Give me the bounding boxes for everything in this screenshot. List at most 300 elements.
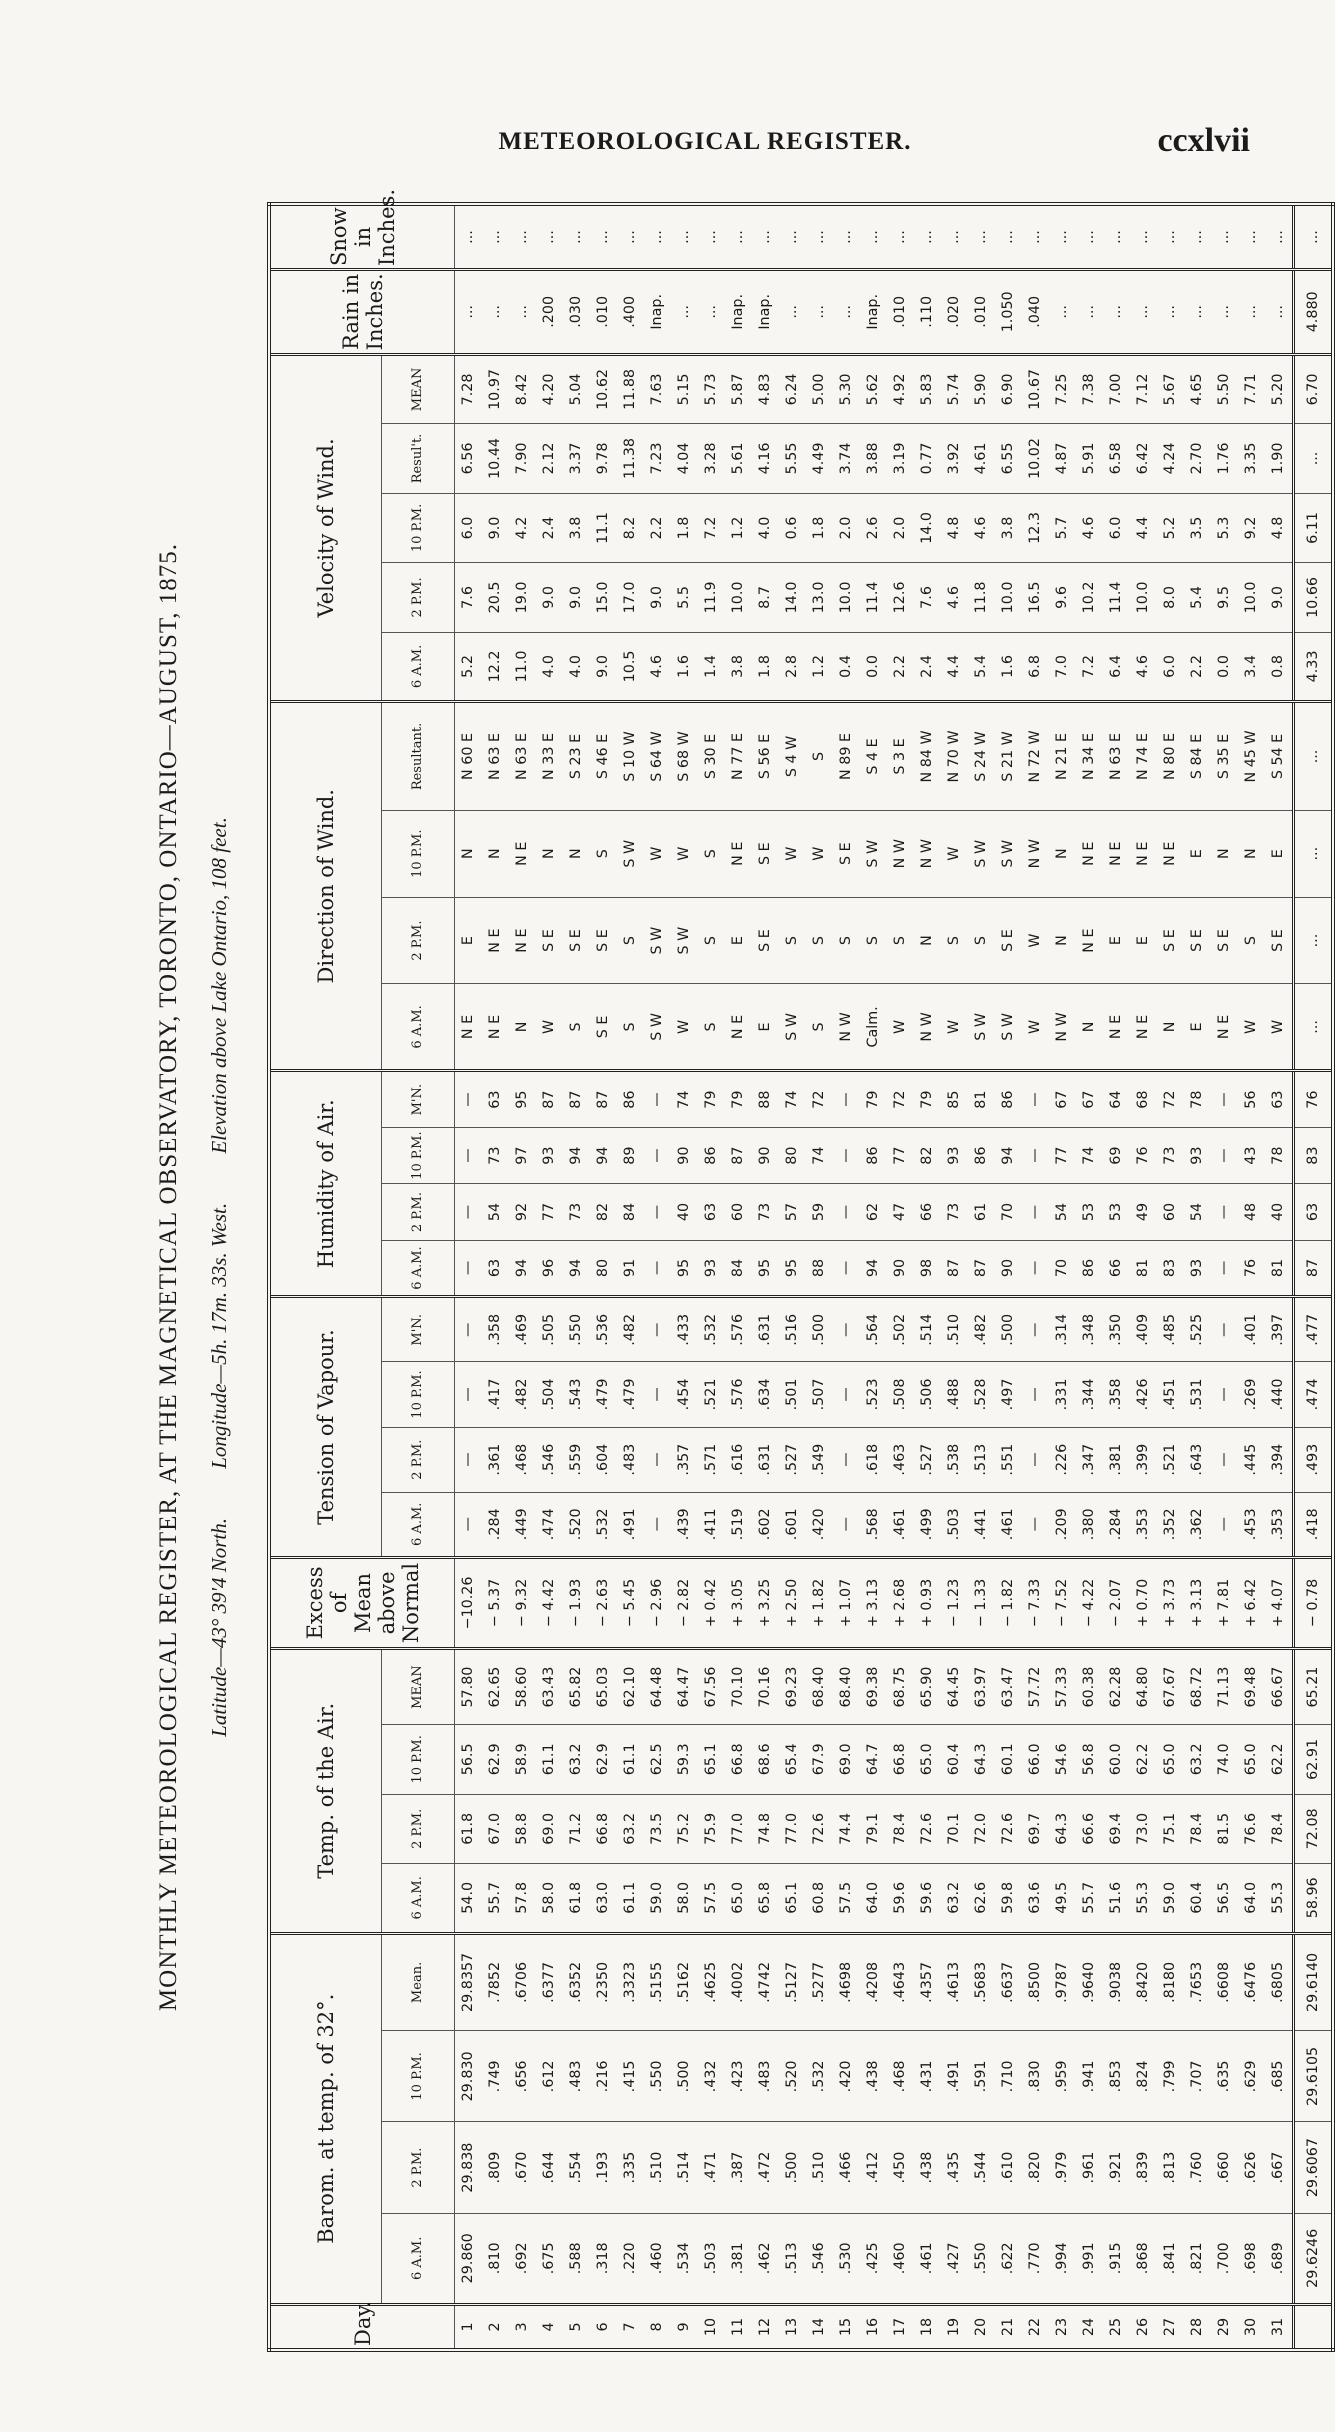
table-row (698, 204, 725, 2350)
table-cell: 7.23 (644, 424, 671, 493)
table-cell: − 7.52 (1049, 1557, 1076, 1648)
table-cell: .643 (1184, 1427, 1211, 1492)
table-cell: .629 (1238, 2031, 1265, 2122)
table-cell: S (833, 897, 860, 984)
table-cell: 69.0 (833, 1725, 860, 1794)
table-cell: N 34 E (1076, 702, 1103, 811)
table-cell: 8.7 (752, 563, 779, 632)
table-cell: 5.15 (671, 354, 698, 424)
table-cell: .4613 (941, 1933, 968, 2031)
table-cell: 64.0 (860, 1864, 887, 1933)
table-cell: N E (1076, 810, 1103, 897)
table-cell: 14.0 (779, 563, 806, 632)
table-cell: .417 (482, 1362, 509, 1427)
table-cell: S (779, 897, 806, 984)
table-cell: 1.76 (1211, 424, 1238, 493)
table-cell: .461 (995, 1492, 1022, 1557)
totals-cell: ... (1294, 204, 1334, 269)
table-cell: 9.0 (644, 563, 671, 632)
table-cell: .6352 (563, 1933, 590, 2031)
table-cell: .9640 (1076, 1933, 1103, 2031)
table-cell: 4.6 (644, 632, 671, 701)
totals-cell: 62.91 (1294, 1725, 1334, 1794)
table-cell: 14 (806, 2304, 833, 2350)
table-cell: − 2.63 (590, 1557, 617, 1648)
table-cell: N E (509, 897, 536, 984)
table-cell: 1.6 (995, 632, 1022, 701)
table-cell: 2.70 (1184, 424, 1211, 493)
table-cell: ... (1265, 204, 1294, 269)
table-cell: ... (887, 204, 914, 269)
table-cell: .449 (509, 1492, 536, 1557)
table-cell: 7.00 (1103, 354, 1130, 424)
table-cell: .462 (752, 2213, 779, 2304)
table-cell: 30 (1238, 2304, 1265, 2350)
table-cell: + 0.70 (1130, 1557, 1157, 1648)
table-cell: 6.42 (1130, 424, 1157, 493)
table-cell: .507 (806, 1362, 833, 1427)
table-cell: 59.6 (914, 1864, 941, 1933)
table-cell: 5.73 (698, 354, 725, 424)
table-cell: 59 (806, 1184, 833, 1240)
table-cell: .8420 (1130, 1933, 1157, 2031)
table-cell: S (806, 897, 833, 984)
group-header: Rain in Inches. (269, 269, 455, 354)
table-cell: — (1211, 1362, 1238, 1427)
table-cell: 65.0 (725, 1864, 752, 1933)
table-cell: 10.02 (1022, 424, 1049, 493)
table-cell: N E (509, 810, 536, 897)
table-cell: 54.0 (455, 1864, 483, 1933)
group-header: Velocity of Wind. (269, 354, 382, 702)
table-cell: .4742 (752, 1933, 779, 2031)
table-cell: N (1157, 984, 1184, 1071)
table-cell: 62.9 (590, 1725, 617, 1794)
table-cell: + 6.42 (1238, 1557, 1265, 1648)
table-cell: .010 (887, 269, 914, 354)
table-cell: 10.5 (617, 632, 644, 701)
table-cell: 2.2 (887, 632, 914, 701)
table-cell: S E (1265, 897, 1294, 984)
table-cell: S W (644, 984, 671, 1071)
table-cell: 4.6 (941, 563, 968, 632)
table-cell: .610 (995, 2122, 1022, 2213)
table-cell: .941 (1076, 2031, 1103, 2122)
totals-cell: 58.96 (1294, 1864, 1334, 1933)
table-cell: ... (698, 269, 725, 354)
table-cell: 10 (698, 2304, 725, 2350)
table-cell: 72 (1157, 1071, 1184, 1128)
table-cell: N (509, 984, 536, 1071)
table-cell: — (644, 1240, 671, 1296)
table-row (887, 204, 914, 2350)
table-row (671, 204, 698, 2350)
table-cell: 9.0 (590, 632, 617, 701)
table-cell: ... (779, 269, 806, 354)
table-cell: 7.63 (644, 354, 671, 424)
totals-cell: 6.70 (1294, 354, 1334, 424)
table-cell: 67.0 (482, 1794, 509, 1863)
table-cell: .411 (698, 1492, 725, 1557)
table-cell: 73 (563, 1184, 590, 1240)
table-cell: N E (1211, 984, 1238, 1071)
table-cell: 66 (1103, 1240, 1130, 1296)
table-cell: .554 (563, 2122, 590, 2213)
table-cell: .824 (1130, 2031, 1157, 2122)
table-cell: 89 (617, 1127, 644, 1183)
table-cell: 76 (1238, 1240, 1265, 1296)
table-cell: .506 (914, 1362, 941, 1427)
table-cell: .660 (1211, 2122, 1238, 2213)
table-cell: 98 (914, 1240, 941, 1296)
table-cell: .501 (779, 1362, 806, 1427)
table-cell: 1.2 (806, 632, 833, 701)
table-cell: + 3.05 (725, 1557, 752, 1648)
table-row (1022, 204, 1049, 2350)
table-cell: W (1022, 897, 1049, 984)
table-cell: 78 (1265, 1127, 1294, 1183)
table-cell: — (1022, 1240, 1049, 1296)
table-cell: 28 (1184, 2304, 1211, 2350)
table-cell: .482 (509, 1362, 536, 1427)
table-cell: ... (698, 204, 725, 269)
column-header: Resul't. (382, 424, 455, 493)
table-cell: E (1103, 897, 1130, 984)
table-cell: — (1211, 1492, 1238, 1557)
table-cell: 26 (1130, 2304, 1157, 2350)
table-cell: 11.4 (860, 563, 887, 632)
table-cell: — (644, 1427, 671, 1492)
table-cell: 87 (563, 1071, 590, 1128)
table-cell: W (1022, 984, 1049, 1071)
table-cell: N E (482, 897, 509, 984)
table-cell: W (644, 810, 671, 897)
totals-cell: ... (1294, 702, 1334, 811)
table-cell: + 3.73 (1157, 1557, 1184, 1648)
totals-cell: ... (1294, 810, 1334, 897)
table-cell: 80 (590, 1240, 617, 1296)
table-cell: .527 (914, 1427, 941, 1492)
table-cell: .799 (1157, 2031, 1184, 2122)
table-cell: 12.6 (887, 563, 914, 632)
table-cell: N 72 W (1022, 702, 1049, 811)
table-cell: 20 (968, 2304, 995, 2350)
table-cell: 72 (806, 1071, 833, 1128)
table-cell: — (1022, 1127, 1049, 1183)
table-row (1130, 204, 1157, 2350)
table-cell: S (698, 810, 725, 897)
table-cell: .868 (1130, 2213, 1157, 2304)
table-cell: .707 (1184, 2031, 1211, 2122)
table-cell: 6.55 (995, 424, 1022, 493)
table-cell: N (455, 810, 483, 897)
table-cell: .749 (482, 2031, 509, 2122)
page-title: MONTHLY METEOROLOGICAL REGISTER, AT THE MAGNETICAL OBSERVATORY, TORONTO, ONTARIO—AUGUST, 1875. (155, 542, 182, 2012)
column-header: Mean. (382, 1933, 455, 2031)
table-row (1049, 204, 1076, 2350)
table-cell: — (1022, 1427, 1049, 1492)
table-cell: .546 (806, 2213, 833, 2304)
table-cell: − 5.37 (482, 1557, 509, 1648)
table-cell: 12 (752, 2304, 779, 2350)
table-cell: S (806, 984, 833, 1071)
table-cell: .631 (752, 1297, 779, 1362)
table-cell: 57.33 (1049, 1649, 1076, 1725)
table-cell: 4.6 (1076, 493, 1103, 562)
table-cell: 10.0 (1238, 563, 1265, 632)
table-row (644, 204, 671, 2350)
table-cell: 79 (860, 1071, 887, 1128)
table-cell: 9.0 (563, 563, 590, 632)
table-cell: 72.0 (968, 1794, 995, 1863)
table-cell: 78 (1184, 1071, 1211, 1128)
table-cell: 78.4 (1184, 1794, 1211, 1863)
table-cell: 5.2 (1157, 493, 1184, 562)
table-row (1076, 204, 1103, 2350)
table-cell: .361 (482, 1427, 509, 1492)
table-cell: 60.38 (1076, 1649, 1103, 1725)
table-cell: Inap. (860, 269, 887, 354)
table-cell: 63.43 (536, 1649, 563, 1725)
table-cell: N 84 W (914, 702, 941, 811)
table-cell: W (536, 984, 563, 1071)
table-cell: 74.0 (1211, 1725, 1238, 1794)
table-cell: S (1238, 897, 1265, 984)
table-cell: .6608 (1211, 1933, 1238, 2031)
table-cell: .314 (1049, 1297, 1076, 1362)
table-cell: .6706 (509, 1933, 536, 2031)
table-cell: 77 (1049, 1127, 1076, 1183)
table-cell: 62.9 (482, 1725, 509, 1794)
table-cell: .318 (590, 2213, 617, 2304)
table-cell: 90 (995, 1240, 1022, 1296)
table-cell: − 2.07 (1103, 1557, 1130, 1648)
table-cell: 7.38 (1076, 354, 1103, 424)
totals-cell: .474 (1294, 1362, 1334, 1427)
table-cell: 9.0 (482, 493, 509, 562)
table-cell: .685 (1265, 2031, 1294, 2122)
table-cell: 22 (1022, 2304, 1049, 2350)
table-cell: 75.1 (1157, 1794, 1184, 1863)
table-cell: 5.83 (914, 354, 941, 424)
table-cell: .915 (1103, 2213, 1130, 2304)
table-cell: N 80 E (1157, 702, 1184, 811)
totals-cell: 63 (1294, 1184, 1334, 1240)
table-cell: 10.0 (833, 563, 860, 632)
table-cell: .460 (887, 2213, 914, 2304)
table-cell: 94 (995, 1127, 1022, 1183)
table-cell: .450 (887, 2122, 914, 2213)
table-cell: — (833, 1240, 860, 1296)
table-cell: .9787 (1049, 1933, 1076, 2031)
table-cell: .433 (671, 1297, 698, 1362)
table-cell: — (455, 1492, 483, 1557)
table-cell: 5.87 (725, 354, 752, 424)
table-cell: .821 (1184, 2213, 1211, 2304)
table-cell: S E (563, 897, 590, 984)
running-head: METEOROLOGICAL REGISTER. (498, 128, 912, 155)
table-cell: 2.6 (860, 493, 887, 562)
table-cell: .532 (698, 1297, 725, 1362)
table-cell: S (617, 897, 644, 984)
table-cell: 79 (698, 1071, 725, 1128)
table-cell: + 3.13 (860, 1557, 887, 1648)
table-cell: .528 (968, 1362, 995, 1427)
table-cell: N 89 E (833, 702, 860, 811)
table-cell: 60.0 (1103, 1725, 1130, 1794)
table-cell: Calm. (860, 984, 887, 1071)
table-cell: 82 (590, 1184, 617, 1240)
table-cell: 73.5 (644, 1794, 671, 1863)
table-cell: W (779, 810, 806, 897)
table-row (1211, 204, 1238, 2350)
table-cell: 4.20 (536, 354, 563, 424)
table-cell: 63.2 (1184, 1725, 1211, 1794)
table-cell: 2.4 (536, 493, 563, 562)
table-cell: ... (1211, 269, 1238, 354)
table-cell: ... (995, 204, 1022, 269)
table-cell: S W (968, 810, 995, 897)
table-cell: — (1022, 1297, 1049, 1362)
table-cell: 63.2 (617, 1794, 644, 1863)
table-cell: .532 (806, 2031, 833, 2122)
table-cell: .438 (914, 2122, 941, 2213)
table-cell: ... (1265, 269, 1294, 354)
table-cell: S 21 W (995, 702, 1022, 811)
table-cell: .670 (509, 2122, 536, 2213)
table-cell: — (455, 1127, 483, 1183)
table-cell: 3.19 (887, 424, 914, 493)
table-cell: 64.3 (1049, 1794, 1076, 1863)
table-row (455, 204, 483, 2350)
table-cell: 4.4 (1130, 493, 1157, 562)
table-cell: .335 (617, 2122, 644, 2213)
table-cell: 67 (1076, 1071, 1103, 1128)
table-cell: .435 (941, 2122, 968, 2213)
table-cell: — (1022, 1492, 1049, 1557)
table-cell: 4.16 (752, 424, 779, 493)
table-cell: 84 (725, 1240, 752, 1296)
table-cell: 7.6 (914, 563, 941, 632)
table-row (563, 204, 590, 2350)
table-cell: ... (1130, 269, 1157, 354)
table-cell: 81 (968, 1071, 995, 1128)
table-cell: 93 (941, 1127, 968, 1183)
column-header: 2 P.M. (382, 897, 455, 984)
table-cell: 5.04 (563, 354, 590, 424)
table-cell: 11.9 (698, 563, 725, 632)
table-row (536, 204, 563, 2350)
table-cell: 69.48 (1238, 1649, 1265, 1725)
table-cell: 60.4 (1184, 1864, 1211, 1933)
table-cell: 11.8 (968, 563, 995, 632)
table-cell: ... (1103, 204, 1130, 269)
table-cell: .468 (887, 2031, 914, 2122)
table-cell: 64 (1103, 1071, 1130, 1128)
table-cell: ... (833, 204, 860, 269)
table-cell: .656 (509, 2031, 536, 2122)
table-cell: N 74 E (1130, 702, 1157, 811)
table-cell: 70.10 (725, 1649, 752, 1725)
table-cell: 7.90 (509, 424, 536, 493)
table-cell: 8.42 (509, 354, 536, 424)
table-cell: 74 (779, 1071, 806, 1128)
table-cell: 6.4 (1103, 632, 1130, 701)
table-cell: Inap. (725, 269, 752, 354)
table-cell: 7.28 (455, 354, 483, 424)
table-cell: 63.6 (1022, 1864, 1049, 1933)
table-cell: — (644, 1127, 671, 1183)
table-cell: 87 (725, 1127, 752, 1183)
table-cell: ... (725, 204, 752, 269)
table-cell: .453 (1238, 1492, 1265, 1557)
table-row (509, 204, 536, 2350)
table-cell: — (833, 1427, 860, 1492)
table-cell: .667 (1265, 2122, 1294, 2213)
table-cell: .423 (725, 2031, 752, 2122)
table-cell: 29.838 (455, 2122, 483, 2213)
table-cell: .530 (833, 2213, 860, 2304)
table-cell: .514 (914, 1297, 941, 1362)
table-cell: N E (1157, 810, 1184, 897)
table-cell: 86 (1076, 1240, 1103, 1296)
table-cell: 59.6 (887, 1864, 914, 1933)
table-cell: 58.60 (509, 1649, 536, 1725)
group-header-row (269, 204, 382, 2350)
table-cell: .644 (536, 2122, 563, 2213)
table-cell: 90 (752, 1127, 779, 1183)
table-cell: 3.92 (941, 424, 968, 493)
table-cell: .550 (563, 1297, 590, 1362)
table-cell: .618 (860, 1427, 887, 1492)
table-cell: .991 (1076, 2213, 1103, 2304)
table-cell: .010 (590, 269, 617, 354)
table-cell: 7.12 (1130, 354, 1157, 424)
column-header: 6 A.M. (382, 1492, 455, 1557)
totals-row (1294, 204, 1334, 2350)
table-cell: .527 (779, 1427, 806, 1492)
table-cell: 6.24 (779, 354, 806, 424)
table-cell: 3.74 (833, 424, 860, 493)
table-cell: S (698, 897, 725, 984)
table-cell: 0.4 (833, 632, 860, 701)
column-header: MEAN (382, 354, 455, 424)
totals-cell: 72.08 (1294, 1794, 1334, 1863)
totals-cell: .477 (1294, 1297, 1334, 1362)
table-cell: W (806, 810, 833, 897)
table-cell: .7852 (482, 1933, 509, 2031)
table-cell: ... (671, 269, 698, 354)
table-cell: 4.8 (941, 493, 968, 562)
table-cell: 25 (1103, 2304, 1130, 2350)
table-cell: 64.0 (1238, 1864, 1265, 1933)
table-cell: 10.0 (725, 563, 752, 632)
table-cell: ... (671, 204, 698, 269)
table-cell: 16.5 (1022, 563, 1049, 632)
table-cell: 7.0 (1049, 632, 1076, 701)
table-cell: ... (509, 204, 536, 269)
column-header: M'N. (382, 1071, 455, 1128)
table-cell: .441 (968, 1492, 995, 1557)
table-cell: 94 (509, 1240, 536, 1296)
table-cell: 4.2 (509, 493, 536, 562)
table-cell: .394 (1265, 1427, 1294, 1492)
table-cell: S 84 E (1184, 702, 1211, 811)
column-header: MEAN (382, 1649, 455, 1725)
table-cell: .602 (752, 1492, 779, 1557)
table-cell: 74 (1076, 1127, 1103, 1183)
table-cell: 9 (671, 2304, 698, 2350)
